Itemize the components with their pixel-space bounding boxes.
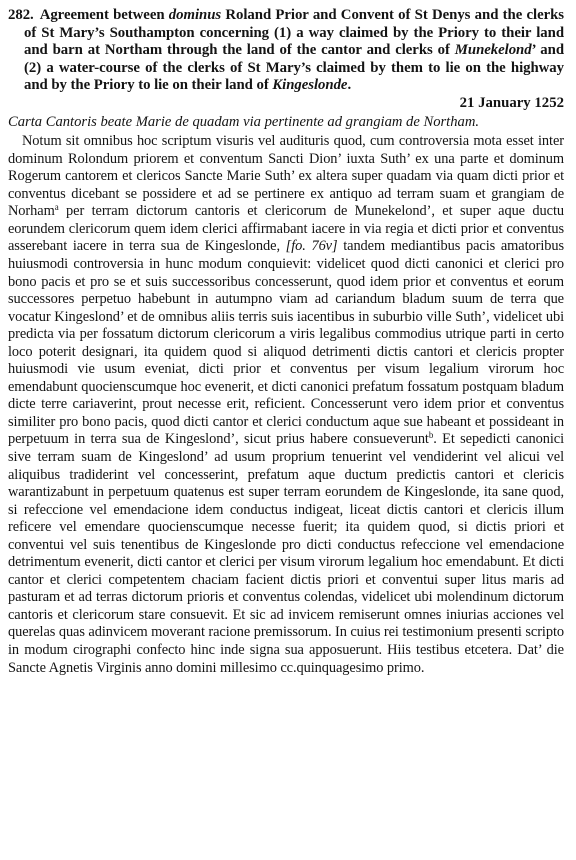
entry-rubric: Carta Cantoris beate Marie de quadam via pertinente ad grangiam de Northam. — [8, 113, 480, 130]
heading-text-3: ’ and (2) a water-course of the clerks of St Mary’s claimed by them to lie on the highway and by the Priory to lie on their land of — [24, 42, 565, 94]
charter-text-part-2: per terram dictorum cantoris et clericorum de Munekelond’, et super aque ductu eorundem clericorum quem idem clerici affirmabant iacere in via regia et dicti prior et conventus asserebant iacere in terra sua de Kingeslonde, — [8, 203, 564, 255]
document-page — [8, 7, 564, 677]
charter-text-part-4: . Et sepedicti canonici sive terram suam de Kingeslond’ ad usum proprium tenuerint vel vendiderint vel alicui vel aliquibus tradiderint vel concesserint, prefatum aque ductum predictis cantori et clericis warantizabunt in perpetuum quatenus est super terram eorundem de Kingeslonde, ita sane quod, si refeccione vel emendacione idem conductus indigeat, liceat dictis cantori et clericis illum reficere vel emendare quocienscumque necesse fuerit; ita quidem quod, si dictis priori et conventui vel suis tenentibus de Kingeslonde pro dicti conductus refeccione vel emendacione detrimentum evenerit, dicti cantor et clerici per visum virorum legalium hoc emendabunt. Et dicti cantor et clerici competentem chaciam facient dictis priori et conventui super litus maris ad pasturam et ad terras dictorum prioris et conventus colendas, videlicet ubi molendinum dictorum cantoris et clericorum stare consuevit. Et sic ad invicem remiserunt omnes iniurias acciones vel querelas quas adinvicem moverant racione premissorum. In cuius rei testimonium presenti scripto in modum cirographi confecto hinc inde signa sua apposuerunt. Hiis testibus etcetera. Dat’ die Sancte Agnetis Virginis anno domini millesimo cc.quinquagesimo primo. — [8, 431, 564, 676]
heading-place-kingeslonde: Kingeslonde — [272, 77, 348, 94]
heading-place-munekelond: Munekelond — [454, 42, 532, 59]
charter-text-part-1: Notum sit omnibus hoc scriptum visuris vel audituris quod, cum controversia mota esset inter dominum Rolondum priorem et conventum Sancti Dion’ iuxta Suth’ ex una parte et dominum Rogerum cantorem et clericos Sancte Marie Suth’ ex altera super quadam via quam dicti prior et conventus dicebant se possidere et ad se pertinere ex antiquo ad terram suam et grangiam de Norham — [8, 133, 564, 220]
heading-text-2: Roland Prior and Convent of St Denys and the clerks of St Mary’s Southampton concerning (1) a way claimed by the Priory to their land and barn at Northam through the land of the cantor and clerks of — [24, 7, 564, 59]
folio-reference: [fo. 76v] — [285, 238, 338, 255]
heading-term-dominus: dominus — [168, 7, 222, 23]
entry-heading — [8, 7, 564, 95]
charter-text-part-3: tandem mediantibus pacis amatoribus huiusmodi controversia in hunc modum conquievit: videlicet quod dicti canonici et clerici pro bono pacis et pro se et suis successoribus concesserunt, quod idem prior et conventus et eorum successores perpetuo habebunt in autumpno viam ad cariandum bladum suum de terra que vocatur Kingeslond’ et de omnibus aliis terris suis iacentibus in suburbio ville Suth’, videlicet ubi predicta via per fossatum dictorum clericorum a viris legalibus commodius utrique parti in certo loco poterit designari, ita quidem quod si aliquod detrimenti dictis cantori et clericis propter huiusmodi vie usum eveniat, dicti prior et conventus per visum legalium virorum hoc emendabunt quocienscumque hoc evenerit, et dicti canonici prefatum fossatum postquam bladum dicte terre cariaverint, prout necesse erit, reficient. Concesserunt vero idem prior et conventus similiter pro bono pacis, quod dicti cantor et clerici conductum aque sue habeant et possideant in perpetuum in terra sua de Kingeslond’, sicut prius habere consueverunt — [8, 238, 564, 448]
footnote-marker-a: a — [54, 202, 59, 213]
heading-text-1: Agreement between — [39, 7, 169, 23]
footnote-marker-b: b — [428, 430, 434, 441]
entry-date: 21 January 1252 — [459, 94, 564, 111]
charter-text — [8, 133, 564, 677]
entry-number: 282. — [8, 7, 34, 23]
heading-text-4: . — [347, 77, 352, 94]
